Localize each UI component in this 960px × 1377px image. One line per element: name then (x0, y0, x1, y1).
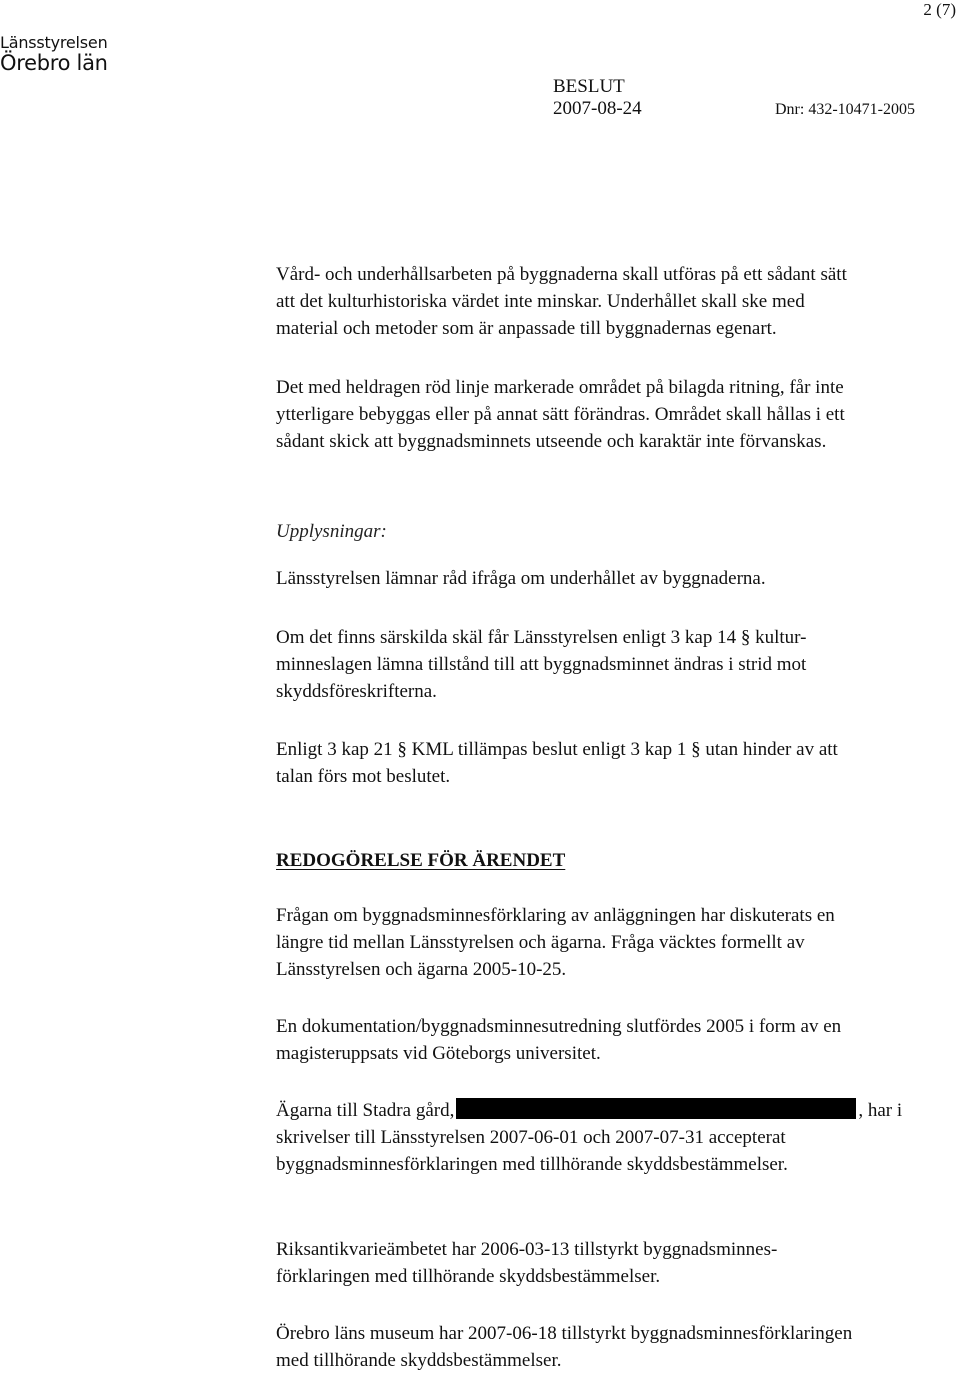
document-date: 2007-08-24 (553, 98, 642, 119)
text-line: Enligt 3 kap 21 § KML tillämpas beslut enligt 3 kap 1 § utan hinder av att (276, 739, 838, 760)
org-name-line2: Örebro län (0, 51, 108, 75)
paragraph-area (276, 374, 948, 455)
text-line: förklaringen med tillhörande skyddsbestämmelser. (276, 1266, 661, 1287)
document-type: BESLUT (553, 76, 625, 97)
text-line: längre tid mellan Länsstyrelsen och ägarna. Fråga väcktes formellt av (276, 932, 805, 953)
text-line: ytterligare bebyggas eller på annat sätt förändras. Området skall hållas i ett (276, 404, 845, 425)
owners-intro: Ägarna till Stadra gård, (276, 1100, 455, 1121)
text-line: Om det finns särskilda skäl får Länsstyrelsen enligt 3 kap 14 § kultur- (276, 627, 807, 648)
text-line: minneslagen lämna tillstånd till att byggnadsminnet ändras i strid mot (276, 654, 807, 675)
paragraph-museum (276, 1320, 948, 1374)
paragraph-documentation (276, 1013, 948, 1067)
text-line: byggnadsminnesförklaringen med tillhörande skyddsbestämmelser. (276, 1154, 788, 1175)
heading-redogorelse: REDOGÖRELSE FÖR ÄRENDET (276, 850, 566, 871)
paragraph-permission (276, 624, 948, 705)
text-line: med tillhörande skyddsbestämmelser. (276, 1350, 562, 1371)
text-line: att det kulturhistoriska värdet inte minskar. Underhållet skall ske med (276, 291, 805, 312)
text-line: Vård- och underhållsarbeten på byggnaderna skall utföras på ett sådant sätt (276, 264, 847, 285)
text-line: material och metoder som är anpassade till byggnadernas egenart. (276, 318, 777, 339)
text-line: sådant skick att byggnadsminnets utseende och karaktär inte förvanskas. (276, 431, 827, 452)
text-line: Det med heldragen röd linje markerade området på bilagda ritning, får inte (276, 377, 844, 398)
text-line: Frågan om byggnadsminnesförklaring av anläggningen har diskuterats en (276, 905, 835, 926)
page-number: 2 (7) (923, 0, 956, 19)
text-line: Riksantikvarieämbetet har 2006-03-13 tillstyrkt byggnadsminnes- (276, 1239, 778, 1260)
text-line: skyddsföreskrifterna. (276, 681, 437, 702)
text-line: talan förs mot beslutet. (276, 766, 451, 787)
text-line: Örebro läns museum har 2007-06-18 tillstyrkt byggnadsminnesförklaringen (276, 1323, 853, 1344)
org-name-line1: Länsstyrelsen (0, 33, 108, 52)
paragraph-owners (276, 1097, 948, 1178)
owners-intro-end: , har i (858, 1100, 903, 1121)
redaction-bar (456, 1098, 856, 1119)
paragraph-kml (276, 736, 948, 790)
heading-upplysningar: Upplysningar: (276, 521, 387, 542)
paragraph-question (276, 902, 948, 983)
text-line: Länsstyrelsen och ägarna 2005-10-25. (276, 959, 567, 980)
text-line: En dokumentation/byggnadsminnesutredning slutfördes 2005 i form av en (276, 1016, 842, 1037)
text-line (276, 1097, 948, 1124)
text-line: Länsstyrelsen lämnar råd ifråga om underhållet av byggnaderna. (276, 568, 766, 589)
paragraph-maintenance (276, 261, 948, 342)
text-line: skrivelser till Länsstyrelsen 2007-06-01 och 2007-07-31 accepterat (276, 1127, 786, 1148)
paragraph-raa (276, 1236, 948, 1290)
text-line: magisteruppsats vid Göteborgs universitet. (276, 1043, 601, 1064)
paragraph-advice (276, 565, 948, 592)
document-dnr: Dnr: 432-10471-2005 (775, 101, 915, 118)
